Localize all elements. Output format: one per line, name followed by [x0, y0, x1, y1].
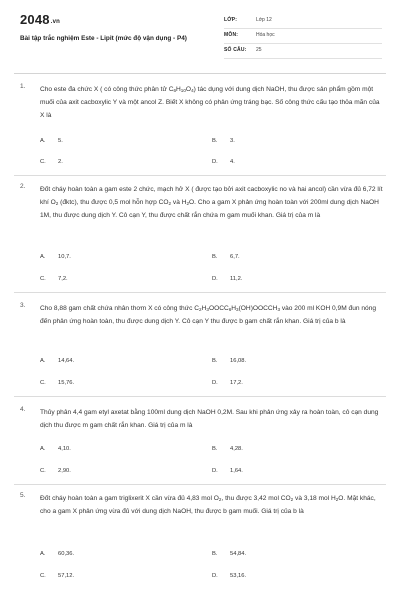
header-divider: [14, 73, 386, 74]
stem-text: H: [176, 86, 181, 93]
option-text: 1,64.: [230, 468, 243, 474]
option-d[interactable]: [212, 159, 235, 165]
question-separator: [14, 292, 386, 293]
option-text: 2.: [58, 159, 63, 165]
option-letter: B.: [212, 446, 218, 452]
option-text: 7,2.: [58, 276, 68, 282]
stem-text: Đốt cháy hoàn toàn a gam este 2 chức, mạch hở X ( được tạo bởi axit cacboxylic no và hai ancol) cần vừa đủ 6,72 lít khí O: [40, 186, 383, 206]
option-text: 57,12.: [58, 573, 75, 579]
option-text: 4,28.: [230, 446, 243, 452]
question-number: 4.: [20, 406, 26, 413]
option-d[interactable]: [212, 276, 242, 282]
question-number: 1.: [20, 83, 26, 90]
stem-text: (OH)OOCCH: [238, 305, 278, 312]
question-stem: [40, 302, 385, 328]
formula-subscript: 2: [290, 497, 294, 502]
stem-text: Cho 8,88 gam chất chứa nhân thơm X có công thức C: [40, 305, 200, 312]
option-text: 60,36.: [58, 551, 75, 557]
meta-key-question-count: SỐ CÂU:: [224, 47, 247, 53]
option-a[interactable]: [40, 551, 74, 557]
stem-text: Thủy phân 4,4 gam etyl axetat bằng 100ml dung dịch NaOH 0,2M. Sau khi phản ứng xảy ra hoàn toàn, cô cạn dung dịch thu được m gam chất rắn khan. Giá trị của m là: [40, 409, 379, 429]
option-c[interactable]: [40, 468, 71, 474]
option-text: 3.: [230, 138, 235, 144]
question-stem: [40, 492, 385, 518]
meta-value-question-count: 25: [256, 47, 262, 53]
option-text: 53,16.: [230, 573, 247, 579]
option-a[interactable]: [40, 254, 71, 260]
option-letter: D.: [212, 573, 218, 579]
question-stem: [40, 406, 385, 432]
question-separator: [14, 396, 386, 397]
stem-text: O. Mặt khác, cho a gam X phản ứng vừa đủ với dung dịch NaOH, thu được b gam muối. Giá trị của b là: [40, 495, 376, 515]
formula-subscript: 6: [228, 307, 232, 312]
option-letter: D.: [212, 159, 218, 165]
document-meta: [224, 14, 382, 59]
option-letter: A.: [40, 138, 46, 144]
option-letter: C.: [40, 380, 46, 386]
formula-subscript: 2: [218, 497, 222, 502]
option-b[interactable]: [212, 446, 243, 452]
option-b[interactable]: [212, 551, 246, 557]
meta-row-grade: [224, 14, 382, 29]
option-letter: B.: [212, 138, 218, 144]
option-letter: A.: [40, 358, 46, 364]
option-text: 4,10.: [58, 446, 71, 452]
question-separator: [14, 484, 386, 485]
formula-subscript: 2: [199, 307, 202, 312]
logo-main-text: 2048: [20, 12, 50, 27]
option-b[interactable]: [212, 358, 246, 364]
stem-text: vào 200 ml KOH 0,9M đun nóng đến phản ứng hoàn toàn, thu được dung dịch Y. Cô cạn Y thu được b gam chất rắn khan. Giá trị của b là: [40, 305, 377, 325]
option-c[interactable]: [40, 159, 63, 165]
formula-subscript: 10: [180, 88, 186, 93]
option-letter: A.: [40, 446, 46, 452]
stem-text: H: [231, 305, 237, 312]
option-d[interactable]: [212, 380, 243, 386]
option-text: 14,64.: [58, 358, 75, 364]
option-letter: C.: [40, 276, 46, 282]
option-letter: D.: [212, 276, 218, 282]
option-a[interactable]: [40, 138, 63, 144]
stem-text: , thu được 3,42 mol CO: [221, 495, 291, 502]
formula-subscript: 3: [277, 307, 280, 312]
stem-text: (đktc), thu được 0,5 mol hỗn hợp CO: [58, 199, 169, 206]
option-text: 6,7.: [230, 254, 240, 260]
option-letter: B.: [212, 254, 218, 260]
option-text: 11,2.: [230, 276, 243, 282]
meta-key-subject: MÔN:: [224, 32, 239, 38]
option-c[interactable]: [40, 380, 74, 386]
stem-text: O. Cho a gam X phản ứng hoàn toàn với 200ml dung dịch NaOH 1M, thu được dung dịch Y. Cô cạn Y, thu được chất rắn chứa m gam muối khan. Giá trị của m là: [40, 199, 379, 219]
option-letter: A.: [40, 254, 46, 260]
question-number: 3.: [20, 302, 26, 309]
stem-text: và 3,18 mol H: [293, 495, 336, 502]
option-letter: C.: [40, 468, 46, 474]
formula-subscript: 2: [186, 201, 190, 206]
option-text: 5.: [58, 138, 63, 144]
meta-value-subject: Hóa học: [256, 32, 275, 38]
document-title: Bài tập trắc nghiệm Este - Lipit (mức độ vận dụng - P4): [20, 35, 187, 42]
formula-subscript: 3: [206, 307, 209, 312]
meta-row-question-count: [224, 44, 382, 59]
question-stem: [40, 183, 385, 222]
formula-subscript: 3: [236, 307, 239, 312]
option-text: 16,08.: [230, 358, 247, 364]
option-d[interactable]: [212, 468, 243, 474]
site-logo[interactable]: [20, 12, 60, 27]
stem-text: ) tác dụng với dung dịch NaOH, thu được sản phẩm gồm một muối của axit cacboxylic Y và một ancol Z. Biết X không có phản ứng tráng bạc. Số công thức cấu tạo thỏa mãn của X là: [40, 86, 380, 119]
option-letter: C.: [40, 159, 46, 165]
option-letter: B.: [212, 358, 218, 364]
stem-text: Cho este đa chức X ( có công thức phân tử C: [40, 86, 174, 93]
option-letter: A.: [40, 551, 46, 557]
stem-text: OOCC: [208, 305, 229, 312]
stem-text: Đốt cháy hoàn toàn a gam triglixerit X cần vừa đủ 4,83 mol O: [40, 495, 219, 502]
meta-row-subject: [224, 29, 382, 44]
formula-subscript: 2: [55, 201, 59, 206]
option-text: 17,2.: [230, 380, 243, 386]
logo-domain-text: .vn: [50, 19, 61, 25]
stem-text: O: [185, 86, 192, 93]
formula-subscript: 2: [335, 497, 339, 502]
meta-key-grade: LỚP:: [224, 17, 238, 23]
option-text: 15,76.: [58, 380, 75, 386]
option-b[interactable]: [212, 138, 235, 144]
question-separator: [14, 175, 386, 176]
option-text: 10,7.: [58, 254, 71, 260]
option-d[interactable]: [212, 573, 246, 579]
stem-text: và H: [171, 199, 187, 206]
question-stem: [40, 83, 385, 122]
option-text: 54,84.: [230, 551, 247, 557]
option-letter: D.: [212, 468, 218, 474]
page-header: [0, 0, 400, 66]
formula-subscript: 2: [168, 201, 172, 206]
option-a[interactable]: [40, 446, 71, 452]
option-a[interactable]: [40, 358, 74, 364]
formula-subscript: 6: [173, 88, 177, 93]
meta-value-grade: Lớp 12: [256, 17, 272, 23]
formula-subscript: 4: [191, 88, 194, 93]
question-number: 2.: [20, 183, 26, 190]
option-letter: D.: [212, 380, 218, 386]
option-b[interactable]: [212, 254, 240, 260]
option-c[interactable]: [40, 276, 68, 282]
stem-text: H: [201, 305, 207, 312]
option-letter: C.: [40, 573, 46, 579]
option-c[interactable]: [40, 573, 74, 579]
option-text: 2,90.: [58, 468, 71, 474]
option-text: 4.: [230, 159, 235, 165]
question-number: 5.: [20, 492, 26, 499]
option-letter: B.: [212, 551, 218, 557]
